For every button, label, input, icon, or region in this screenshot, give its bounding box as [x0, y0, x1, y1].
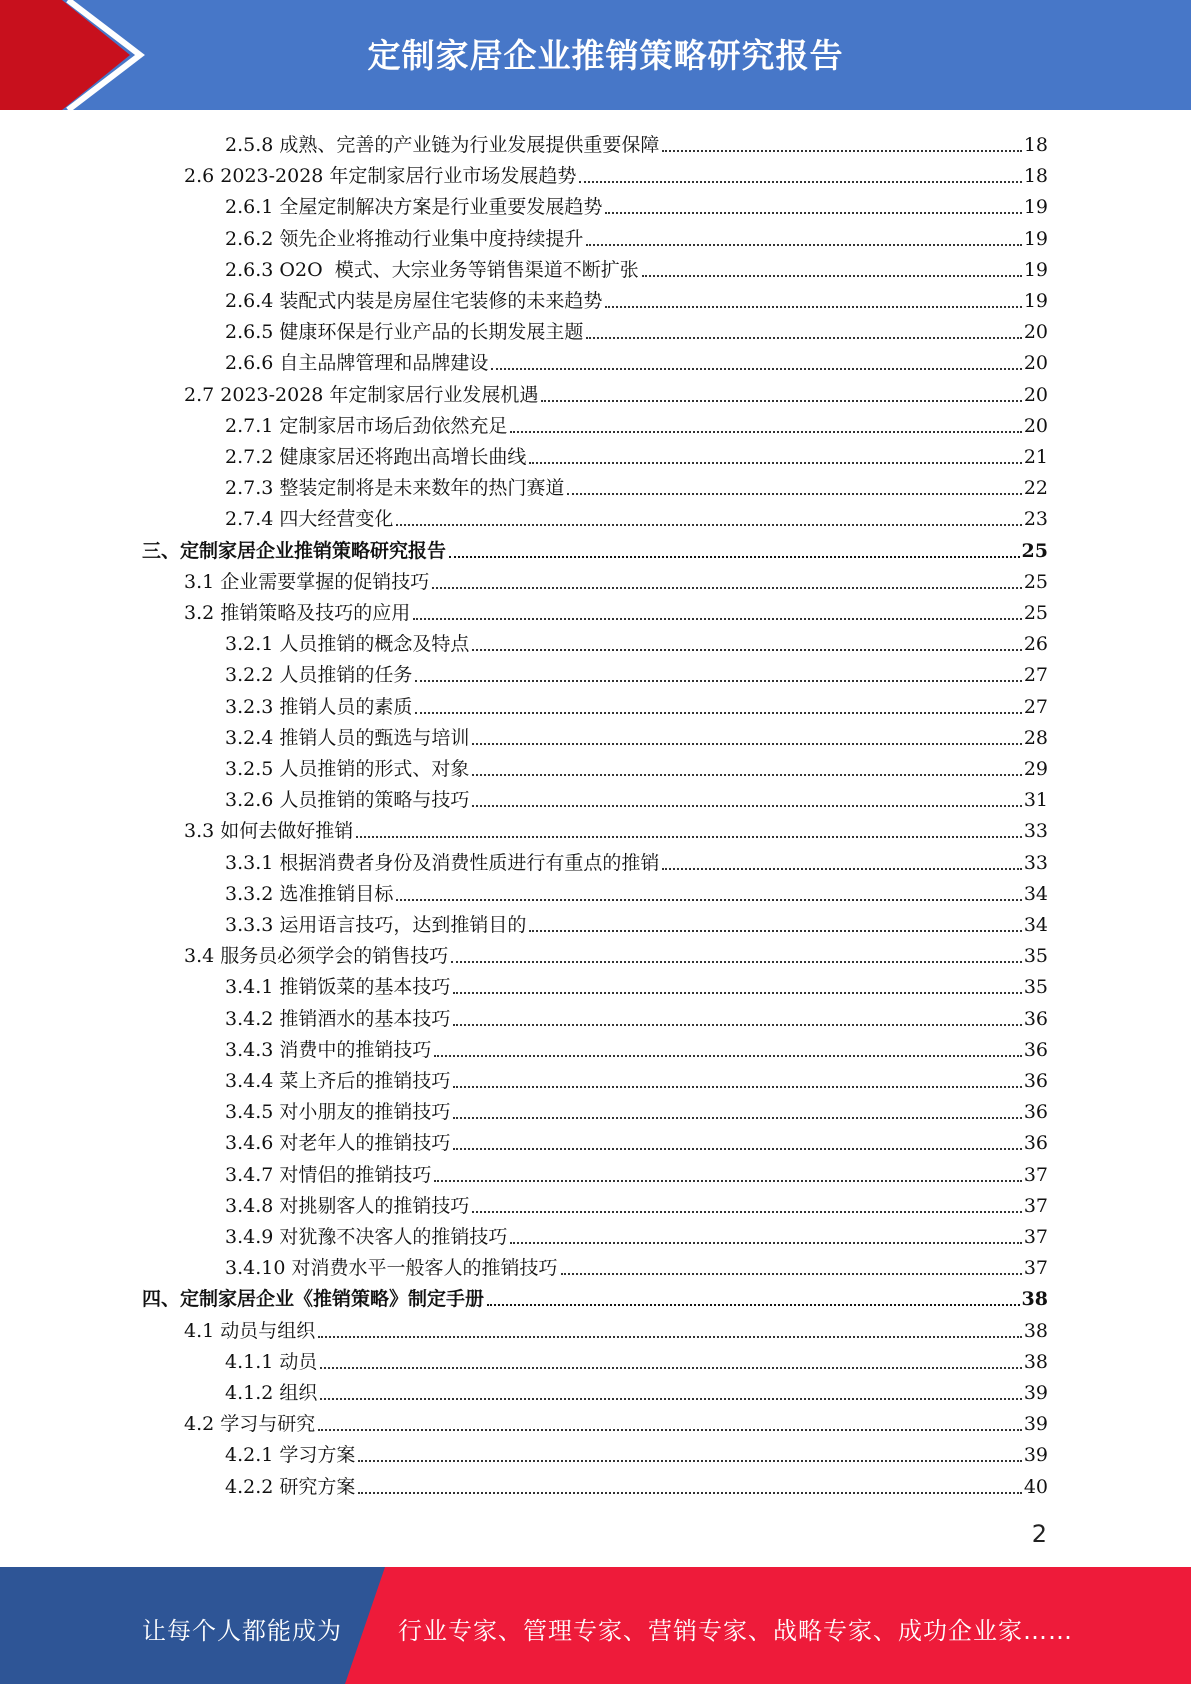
toc-entry-number: 4.2.1 — [225, 1444, 274, 1467]
toc-entry-number: 3.3.2 — [225, 882, 274, 905]
toc-entry-label: 推销酒水的基本技巧 — [279, 1007, 451, 1030]
toc-entry-label: 企业需要掌握的促销技巧 — [220, 570, 430, 593]
toc-dot-leader — [472, 805, 1021, 807]
toc-entry-label: 领先企业将推动行业集中度持续提升 — [279, 227, 584, 250]
toc-entry-label: 对犹豫不决客人的推销技巧 — [279, 1226, 508, 1248]
toc-entry-page: 19 — [1023, 290, 1048, 312]
toc-dot-leader — [358, 1492, 1021, 1494]
toc-entry-page: 28 — [1023, 726, 1048, 749]
page-footer — [0, 1567, 1191, 1684]
toc-dot-leader — [396, 524, 1021, 526]
toc-entry-number: 三、 — [142, 539, 181, 562]
toc-entry-page: 18 — [1023, 165, 1048, 188]
toc-entry-page: 39 — [1023, 1413, 1048, 1436]
toc-entry[interactable] — [225, 968, 1048, 999]
toc-entry-label: 选准推销目标 — [279, 882, 394, 905]
toc-entry-number: 3.2.6 — [225, 789, 274, 812]
toc-entry-number: 3.4.3 — [225, 1038, 274, 1061]
toc-dot-leader — [472, 743, 1021, 745]
toc-entry-page: 37 — [1023, 1194, 1048, 1217]
toc-entry-number: 3.3.3 — [225, 914, 274, 936]
toc-entry-label: 菜上齐后的推销技巧 — [279, 1070, 451, 1092]
toc-entry[interactable] — [225, 781, 1048, 812]
toc-entry-number: 3.3.1 — [225, 851, 274, 874]
page-number: 2 — [1031, 1520, 1047, 1548]
toc-entry-number: 3.2.4 — [225, 726, 274, 749]
toc-entry[interactable] — [225, 1187, 1048, 1218]
toc-entry[interactable] — [184, 812, 1048, 843]
toc-entry-number: 2.6.6 — [225, 352, 274, 375]
toc-entry-page: 34 — [1023, 914, 1048, 936]
toc-entry[interactable] — [225, 1031, 1048, 1062]
toc-dot-leader — [586, 244, 1021, 246]
toc-entry-label: 健康环保是行业产品的长期发展主题 — [279, 321, 584, 344]
toc-entry-label: 推销饭菜的基本技巧 — [279, 976, 451, 999]
toc-entry[interactable] — [225, 313, 1048, 344]
toc-entry-number: 3.1 — [184, 570, 215, 593]
toc-entry-page: 35 — [1023, 945, 1048, 968]
toc-entry-label: 服务员必须学会的销售技巧 — [220, 945, 449, 968]
toc-dot-leader — [432, 587, 1022, 589]
toc-entry-number: 3.4.7 — [225, 1163, 274, 1186]
toc-entry-number: 4.1.2 — [225, 1382, 274, 1404]
toc-entry-label: 对小朋友的推销技巧 — [279, 1101, 451, 1124]
toc-entry-number: 2.6 — [184, 165, 215, 188]
toc-dot-leader — [472, 1211, 1021, 1213]
toc-entry-page: 38 — [1023, 1350, 1048, 1373]
toc-entry[interactable] — [225, 719, 1048, 750]
toc-dot-leader — [413, 618, 1022, 620]
toc-entry-page: 27 — [1023, 664, 1048, 687]
toc-entry-number: 2.5.8 — [225, 134, 274, 156]
toc-entry-label: 整装定制将是未来数年的热门赛道 — [279, 477, 565, 500]
toc-entry[interactable] — [225, 750, 1048, 781]
toc-entry-number: 3.4.9 — [225, 1226, 274, 1248]
toc-entry[interactable] — [142, 1280, 1048, 1311]
toc-entry[interactable] — [225, 188, 1048, 219]
toc-entry-number: 3.4.5 — [225, 1101, 274, 1124]
toc-entry[interactable] — [225, 1374, 1048, 1405]
toc-entry-label: 定制家居企业《推销策略》制定手册 — [180, 1288, 485, 1311]
toc-entry-label: 对挑剔客人的推销技巧 — [279, 1194, 470, 1217]
toc-entry-label: 对情侣的推销技巧 — [279, 1163, 432, 1186]
toc-entry-number: 2.6.2 — [225, 227, 274, 250]
footer-slogan-left: 让每个人都能成为 — [142, 1617, 342, 1645]
toc-entry-page: 36 — [1023, 1101, 1048, 1124]
toc-entry-label: 研究方案 — [279, 1475, 356, 1498]
toc-entry-number: 2.7.1 — [225, 414, 274, 437]
toc-dot-leader — [567, 493, 1021, 495]
toc-entry-page: 33 — [1023, 851, 1048, 874]
toc-entry-label: 人员推销的形式、对象 — [279, 758, 470, 780]
toc-entry-label: 全屋定制解决方案是行业重要发展趋势 — [279, 196, 603, 219]
toc-entry[interactable] — [225, 844, 1048, 875]
toc-dot-leader — [434, 1180, 1021, 1182]
toc-entry-label: 推销策略及技巧的应用 — [220, 602, 411, 624]
toc-entry-label: O2O 模式、大宗业务等销售渠道不断扩张 — [279, 258, 639, 281]
toc-entry-page: 39 — [1023, 1444, 1048, 1467]
toc-entry-label: 健康家居还将跑出高增长曲线 — [279, 446, 527, 468]
toc-entry-label: 2023-2028 年定制家居行业市场发展趋势 — [220, 165, 577, 188]
toc-dot-leader — [449, 556, 1020, 558]
page-header — [0, 0, 1191, 110]
toc-dot-leader — [318, 1336, 1022, 1338]
toc-entry-page: 36 — [1023, 1007, 1048, 1030]
toc-entry-page: 31 — [1023, 789, 1048, 812]
toc-dot-leader — [662, 868, 1021, 870]
toc-entry-number: 3.2.3 — [225, 695, 274, 718]
toc-entry[interactable] — [225, 625, 1048, 656]
toc-entry-label: 成熟、完善的产业链为行业发展提供重要保障 — [279, 134, 660, 156]
toc-entry-number: 3.4.6 — [225, 1132, 274, 1155]
toc-dot-leader — [453, 1117, 1021, 1119]
toc-entry-page: 25 — [1023, 602, 1048, 624]
toc-dot-leader — [396, 899, 1021, 901]
toc-entry-page: 20 — [1023, 383, 1048, 406]
toc-entry-page: 25 — [1021, 539, 1048, 562]
toc-entry-number: 3.2.2 — [225, 664, 274, 687]
toc-entry[interactable] — [225, 656, 1048, 687]
toc-entry-page: 18 — [1023, 134, 1048, 156]
toc-entry[interactable] — [225, 500, 1048, 531]
toc-entry-page: 37 — [1023, 1163, 1048, 1186]
toc-dot-leader — [529, 930, 1021, 932]
toc-entry-label: 人员推销的概念及特点 — [279, 633, 470, 656]
toc-entry-number: 2.6.5 — [225, 321, 274, 344]
toc-entry-page: 38 — [1021, 1288, 1048, 1311]
toc-dot-leader — [605, 306, 1021, 308]
toc-entry-page: 27 — [1023, 695, 1048, 718]
toc-dot-leader — [415, 712, 1021, 714]
toc-entry-page: 34 — [1023, 882, 1048, 905]
toc-entry-page: 19 — [1023, 196, 1048, 219]
toc-entry[interactable] — [225, 251, 1048, 282]
toc-entry-number: 3.4.8 — [225, 1194, 274, 1217]
toc-dot-leader — [642, 275, 1022, 277]
toc-entry-page: 36 — [1023, 1132, 1048, 1155]
toc-entry-label: 学习与研究 — [220, 1413, 316, 1436]
toc-entry[interactable] — [225, 126, 1048, 157]
toc-entry-page: 37 — [1023, 1226, 1048, 1248]
toc-dot-leader — [434, 1055, 1021, 1057]
toc-entry-number: 2.6.1 — [225, 196, 274, 219]
toc-dot-leader — [453, 1148, 1021, 1150]
toc-dot-leader — [579, 181, 1021, 183]
toc-entry-label: 四大经营变化 — [279, 508, 394, 531]
toc-entry-page: 26 — [1023, 633, 1048, 656]
toc-dot-leader — [487, 1304, 1020, 1306]
toc-entry-label: 动员与组织 — [220, 1319, 316, 1342]
toc-entry-page: 19 — [1023, 258, 1048, 281]
toc-entry-label: 定制家居市场后劲依然充足 — [279, 414, 508, 437]
toc-entry-label: 对老年人的推销技巧 — [279, 1132, 451, 1155]
toc-entry-page: 36 — [1023, 1038, 1048, 1061]
toc-dot-leader — [453, 1086, 1021, 1088]
toc-entry-page: 38 — [1023, 1319, 1048, 1342]
toc-dot-leader — [605, 212, 1021, 214]
toc-entry-page: 40 — [1023, 1475, 1048, 1498]
toc-entry-label: 人员推销的策略与技巧 — [279, 789, 470, 812]
toc-entry-label: 装配式内装是房屋住宅装修的未来趋势 — [279, 290, 603, 312]
toc-entry-label: 动员 — [279, 1350, 318, 1373]
toc-entry-number: 3.4.10 — [225, 1257, 286, 1280]
toc-entry[interactable] — [225, 438, 1048, 469]
toc-entry-number: 3.4.4 — [225, 1070, 274, 1092]
toc-entry[interactable] — [225, 1062, 1048, 1093]
toc-entry-number: 3.2.1 — [225, 633, 274, 656]
toc-dot-leader — [356, 836, 1022, 838]
toc-entry[interactable] — [225, 1249, 1048, 1280]
toc-entry-label: 推销人员的甄选与培训 — [279, 726, 470, 749]
toc-dot-leader — [320, 1398, 1021, 1400]
toc-entry[interactable] — [142, 532, 1048, 563]
toc-entry[interactable] — [225, 220, 1048, 251]
toc-dot-leader — [472, 774, 1021, 776]
toc-entry-page: 20 — [1023, 352, 1048, 375]
toc-entry[interactable] — [184, 937, 1048, 968]
toc-dot-leader — [561, 1273, 1022, 1275]
toc-dot-leader — [320, 1367, 1021, 1369]
toc-entry-number: 4.1.1 — [225, 1350, 274, 1373]
toc-dot-leader — [453, 992, 1021, 994]
toc-entry[interactable] — [225, 1156, 1048, 1187]
toc-entry-label: 定制家居企业推销策略研究报告 — [180, 539, 447, 562]
toc-entry-label: 推销人员的素质 — [279, 695, 413, 718]
toc-entry-number: 2.6.3 — [225, 258, 274, 281]
toc-dot-leader — [586, 337, 1021, 339]
toc-entry[interactable] — [225, 688, 1048, 719]
toc-entry[interactable] — [225, 906, 1048, 937]
toc-entry-page: 29 — [1023, 758, 1048, 780]
toc-entry-label: 对消费水平一般客人的推销技巧 — [291, 1257, 558, 1280]
toc-entry-page: 25 — [1023, 570, 1048, 593]
toc-dot-leader — [541, 400, 1021, 402]
toc-entry-number: 4.2 — [184, 1413, 215, 1436]
footer-slogan-right: 行业专家、管理专家、营销专家、战略专家、成功企业家…… — [398, 1617, 1073, 1645]
toc-entry-page: 22 — [1023, 477, 1048, 500]
toc-entry-number: 4.2.2 — [225, 1475, 274, 1498]
toc-entry-number: 2.7.2 — [225, 446, 274, 468]
toc-entry-page: 39 — [1023, 1382, 1048, 1404]
toc-dot-leader — [451, 961, 1022, 963]
toc-entry-number: 3.2.5 — [225, 758, 274, 780]
toc-entry[interactable] — [184, 1405, 1048, 1436]
toc-entry-label: 运用语言技巧，达到推销目的 — [279, 914, 527, 936]
toc-entry[interactable] — [225, 282, 1048, 313]
toc-entry-page: 36 — [1023, 1070, 1048, 1092]
toc-entry-number: 四、 — [142, 1288, 181, 1311]
toc-entry[interactable] — [225, 1436, 1048, 1467]
toc-dot-leader — [510, 431, 1021, 433]
toc-entry[interactable] — [225, 875, 1048, 906]
toc-dot-leader — [453, 1024, 1021, 1026]
toc-dot-leader — [415, 680, 1021, 682]
toc-entry-label: 学习方案 — [279, 1444, 356, 1467]
toc-dot-leader — [491, 368, 1021, 370]
toc-entry-label: 人员推销的任务 — [279, 664, 413, 687]
toc-entry[interactable] — [184, 1312, 1048, 1343]
toc-entry-label: 自主品牌管理和品牌建设 — [279, 352, 489, 375]
toc-entry-label: 2023-2028 年定制家居行业发展机遇 — [220, 383, 539, 406]
toc-entry-page: 33 — [1023, 820, 1048, 843]
toc-entry[interactable] — [225, 1343, 1048, 1374]
toc-entry-page: 21 — [1023, 446, 1048, 468]
toc-entry[interactable] — [184, 376, 1048, 407]
toc-entry[interactable] — [225, 1000, 1048, 1031]
toc-entry-number: 3.4.1 — [225, 976, 274, 999]
toc-entry-number: 2.7 — [184, 383, 215, 406]
report-title: 定制家居企业推销策略研究报告 — [367, 36, 844, 75]
toc-entry[interactable] — [225, 344, 1048, 375]
toc-dot-leader — [318, 1429, 1022, 1431]
toc-entry-number: 3.4 — [184, 945, 215, 968]
toc-entry[interactable] — [225, 407, 1048, 438]
toc-entry-page: 19 — [1023, 227, 1048, 250]
toc-entry[interactable] — [184, 594, 1048, 625]
toc-dot-leader — [529, 462, 1021, 464]
toc-entry-label: 根据消费者身份及消费性质进行有重点的推销 — [279, 851, 660, 874]
toc-entry-number: 3.2 — [184, 602, 215, 624]
toc-dot-leader — [472, 649, 1021, 651]
toc-entry[interactable] — [225, 1124, 1048, 1155]
toc-entry[interactable] — [184, 157, 1048, 188]
toc-entry-page: 35 — [1023, 976, 1048, 999]
toc-entry-page: 20 — [1023, 414, 1048, 437]
toc-dot-leader — [510, 1242, 1021, 1244]
toc-entry-number: 3.3 — [184, 820, 215, 843]
toc-entry-label: 消费中的推销技巧 — [279, 1038, 432, 1061]
toc-entry-number: 2.7.3 — [225, 477, 274, 500]
toc-entry-label: 组织 — [279, 1382, 318, 1404]
toc-dot-leader — [662, 150, 1021, 152]
toc-dot-leader — [358, 1460, 1021, 1462]
toc-entry-number: 4.1 — [184, 1319, 215, 1342]
toc-entry-page: 20 — [1023, 321, 1048, 344]
toc-entry-number: 2.6.4 — [225, 290, 274, 312]
toc-entry-page: 37 — [1023, 1257, 1048, 1280]
toc-entry-label: 如何去做好推销 — [220, 820, 354, 843]
toc-entry[interactable] — [184, 563, 1048, 594]
toc-entry[interactable] — [225, 1468, 1048, 1499]
toc-entry-page: 23 — [1023, 508, 1048, 531]
toc-entry[interactable] — [225, 1093, 1048, 1124]
toc-entry[interactable] — [225, 469, 1048, 500]
toc-entry[interactable] — [225, 1218, 1048, 1249]
toc-entry-number: 2.7.4 — [225, 508, 274, 531]
toc-entry-number: 3.4.2 — [225, 1007, 274, 1030]
